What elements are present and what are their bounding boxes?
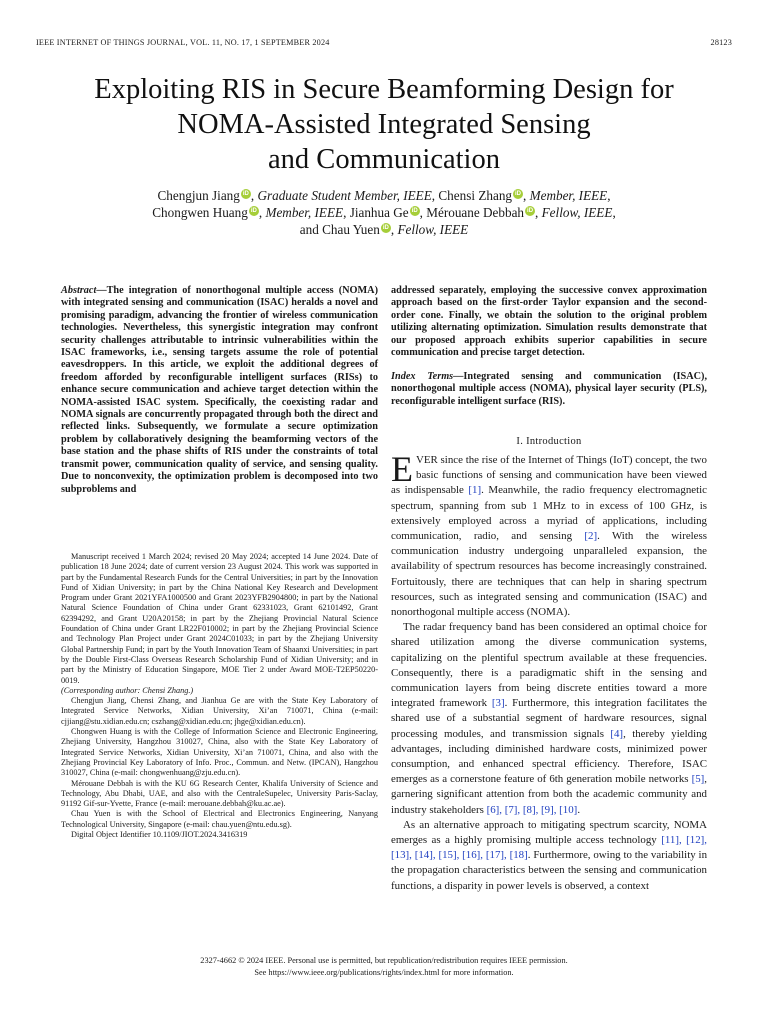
citation-link[interactable]: [3] bbox=[491, 697, 505, 710]
text-run: . bbox=[577, 803, 581, 816]
citation-link[interactable]: [11], [12], [13], [14], [15], [16], [17], [18] bbox=[391, 834, 707, 862]
index-terms-label: Index Terms bbox=[391, 371, 454, 382]
author-name: Jianhua Ge bbox=[349, 205, 409, 220]
footnote-doi: Digital Object Identifier 10.1109/JIOT.2024.3416319 bbox=[71, 830, 248, 840]
footnote-affiliation: Mérouane Debbah is with the KU 6G Research Center, Khalifa University of Science and Technology, Abu Dhabi, UAE, and also with the CentraleSupelec, University Paris-Saclay, 91192 Gif-sur-Yvette, France (e-mail: merouane.debbah@ku.ac.ae). bbox=[61, 778, 378, 809]
title-line-1: Exploiting RIS in Secure Beamforming Design for bbox=[94, 74, 674, 105]
citation-link[interactable]: [6], [7], [8], [9], [10] bbox=[486, 803, 578, 816]
text-run: The radar frequency band has been considered an optimal choice for shared utilization among the diverse communication systems, capitalizing on the plentiful spectrum available at these frequencies. Consequently, there is a paradigmatic shift in the sensing and communication layers from being discrete entities toward a more integrated framework bbox=[391, 621, 707, 710]
paragraph bbox=[391, 620, 707, 818]
footnote bbox=[61, 552, 378, 840]
abstract-label: Abstract bbox=[61, 285, 97, 296]
author-role: Member, IEEE bbox=[529, 188, 608, 203]
author-list: Chengjun Jiang iD , Graduate Student Member, IEEE, Chensi Zhang iD , Member, IEEE, Chongwen Huang iD , Member, IEEE, Jianhua Ge iD , Mérouane Debbah iD , Fellow, IEEE, and Chau Yuen iD , Fellow, IEEE bbox=[152, 188, 616, 237]
author-conjunction: and bbox=[299, 222, 319, 237]
orcid-icon[interactable]: iD bbox=[515, 191, 522, 197]
paper-title bbox=[30, 72, 738, 177]
author-name: Chengjun Jiang bbox=[157, 188, 240, 203]
author-role: Member, IEEE bbox=[265, 205, 344, 220]
citation-link[interactable]: [4] bbox=[610, 727, 624, 740]
abstract-text-left: —The integration of nonorthogonal multiple access (NOMA) with integrated sensing and communication (ISAC) heralds a novel and promising paradigm, advancing the frontier of wireless communication technologies. Nevertheless, this synergistic integration may confront security challenges attributable to intrinsic vulnerabilities within the ISAC frameworks, i.e., sensing targets assume the role of potential eavesdroppers. In this article, we exploit the additional degrees of freedom afforded by reconfigurable intelligent surfaces (RISs) to enhance secure communication and achieve target detection within the NOMA-assisted ISAC system. Specifically, the coexisting radar and NOMA signals are concurrently propagated through both the direct and reflected links. Subsequently, we formulate a secure optimization problem by collaboratively designing the beamforming vectors of the base station and the phase shifts of RIS under the constraints of total transmit power, communication quality of service, and sensing quality. Due to nonconvexity, the optimization problem is decomposed into two subproblems and bbox=[61, 285, 378, 495]
author-role: Graduate Student Member, IEEE bbox=[257, 188, 432, 203]
orcid-icon[interactable]: iD bbox=[250, 208, 257, 214]
index-terms-text: —Integrated sensing and communication (ISAC), nonorthogonal multiple access (NOMA), physical layer security (PLS), reconfigurable intelligent surface (RIS). bbox=[391, 371, 708, 407]
orcid-icon[interactable]: iD bbox=[382, 225, 389, 231]
paragraph bbox=[391, 818, 707, 894]
index-terms bbox=[391, 371, 707, 408]
copyright-footer bbox=[0, 955, 768, 978]
footnote-affiliation: Chongwen Huang is with the College of Information Science and Electronic Engineering, Zhejiang University, Hangzhou 310027, China, also with the State Key Laboratory of Integrated Service Networks, Xidian University, Xi’an 710071, China, and also with the Zhejiang Provincial Key Laboratory of Info. Proc., Commun. and Netw. (IPCAN), Hangzhou 310027, China (e-mail: chongwenhuang@zju.edu.cn). bbox=[61, 727, 378, 778]
citation-link[interactable]: [1] bbox=[468, 484, 482, 497]
author-name: Chau Yuen bbox=[322, 222, 380, 237]
paragraph bbox=[391, 449, 707, 620]
author-name: Mérouane Debbah bbox=[426, 205, 525, 220]
journal-name: IEEE INTERNET OF THINGS JOURNAL, VOL. 11, NO. 17, 1 SEPTEMBER 2024 bbox=[36, 38, 330, 47]
text-run: As an alternative approach to mitigating spectrum scarcity, NOMA emerges as a highly promising multiple access technology bbox=[391, 818, 707, 847]
introduction-body bbox=[391, 449, 708, 894]
section-heading: I. Introduction bbox=[516, 436, 582, 447]
author-role: Fellow, IEEE bbox=[541, 205, 613, 220]
dropcap: E bbox=[391, 449, 413, 489]
text-run: . Furthermore, owing to the variability in the propagation characteristics between the sensing and communication functions, a disparity in power levels is observed, a context bbox=[391, 849, 708, 892]
author-name: Chongwen Huang bbox=[152, 205, 248, 220]
running-header bbox=[36, 38, 732, 47]
text-run: . Furthermore, this integration facilitates the shared use of a substantial segment of hardware resources, signal processing modules, and transmission signals bbox=[391, 697, 707, 740]
abstract-left bbox=[61, 285, 378, 496]
orcid-icon[interactable]: iD bbox=[411, 208, 418, 214]
page-number: 28123 bbox=[710, 38, 732, 47]
orcid-icon[interactable]: iD bbox=[527, 208, 534, 214]
corresponding-author: (Corresponding author: Chensi Zhang.) bbox=[61, 685, 194, 695]
footnote-affiliation: Chengjun Jiang, Chensi Zhang, and Jianhua Ge are with the State Key Laboratory of Integrated Service Networks, Xidian University, Xi’an 710071, China (e-mail: cjjiang@stu.xidian.edu.cn; cszhang@xidian.edu.cn; jhge@xidian.edu.cn). bbox=[61, 696, 378, 726]
footnote-manuscript bbox=[61, 552, 378, 696]
text-run: , thereby yielding advantages, including diminished hardware costs, minimized power consumption, and enhanced spectral efficiency. Therefore, ISAC emerges as a cornerstone feature of 6th generation mobile networks bbox=[391, 727, 707, 786]
citation-link[interactable]: [2] bbox=[584, 530, 598, 543]
footnote-affiliation: Chau Yuen is with the School of Electrical and Electronics Engineering, Nanyang Technological University, Singapore (e-mail: chau.yuen@ntu.edu.sg). bbox=[61, 809, 378, 829]
orcid-icon[interactable]: iD bbox=[242, 191, 249, 197]
text-run: . With the wireless communication industry undergoing unparalleled expansion, the availability of spectrum resources has become increasingly constrained. Fortuitously, there are techniques that can help in sharing spectrum resources, such as integrated sensing and communication (ISAC) and nonorthogonal multiple access (NOMA). bbox=[391, 530, 707, 619]
citation-link[interactable]: [5] bbox=[691, 773, 705, 786]
text-run: , garnering significant attention from both the academic community and industry stakeholders bbox=[391, 773, 707, 816]
text-run: VER since the rise of the Internet of Things (IoT) concept, the two basic functions of sensing and communication have been viewed as indispensable bbox=[391, 454, 707, 497]
abstract-right bbox=[391, 285, 707, 359]
title-line-2: NOMA-Assisted Integrated Sensing bbox=[177, 109, 591, 140]
footnote-funding: Manuscript received 1 March 2024; revised 20 May 2024; accepted 14 June 2024. Date of publication 18 June 2024; date of current version 23 August 2024. This work was supported in part by the Fundamental Research Funds for the Central Universities; in part by the Innovation Fund of Xidian University; in part by the China National Key Research and Development Program under Grant 2021YFA1000500 and Grant 2023YFB2904800; in part by the National Natural Science Foundation of China under Grant 62331023, Grant 62101492, Grant 62394292, and Grant U20A20158; in part by the Zhejiang Provincial Natural Science Foundation of China under Grant LR22F010002; in part by the Zhejiang Provincial Science and Technology Plan Project under Grant 2024C01033; in part by the Zhejiang University Global Partnership Fund; in part by the Youth Innovation Team of Shaanxi Universities; in part by the Double First-Class Overseas Research Scholarship Fund of Xidian University; and in part by the Ministry of Education Singapore, MOE Tier 2 under Award MOE-T2EP50220-0019. bbox=[61, 552, 378, 685]
copyright-line: 2327-4662 © 2024 IEEE. Personal use is permitted, but republication/redistribution requires IEEE permission. bbox=[200, 956, 568, 965]
rights-line: See https://www.ieee.org/publications/rights/index.html for more information. bbox=[254, 967, 514, 977]
text-run: . Meanwhile, the radio frequency electromagnetic spectrum, spanning from sub 1 MHz to in excess of 100 GHz, is extensively employed across a myriad of applications, including communication, radio, and sensing bbox=[391, 484, 707, 543]
abstract-text-right: addressed separately, employing the successive convex approximation approach based on the first-order Taylor expansion and the second-order cone. Finally, we obtain the solution to the original problem utilizing alternating optimization. Simulation results demonstrate that our proposed approach exhibits superior capabilities in secure communication and precise target detection. bbox=[391, 285, 707, 359]
author-role: Fellow, IEEE bbox=[397, 222, 469, 237]
author-name: Chensi Zhang bbox=[438, 188, 513, 203]
title-line-3: and Communication bbox=[268, 144, 500, 175]
